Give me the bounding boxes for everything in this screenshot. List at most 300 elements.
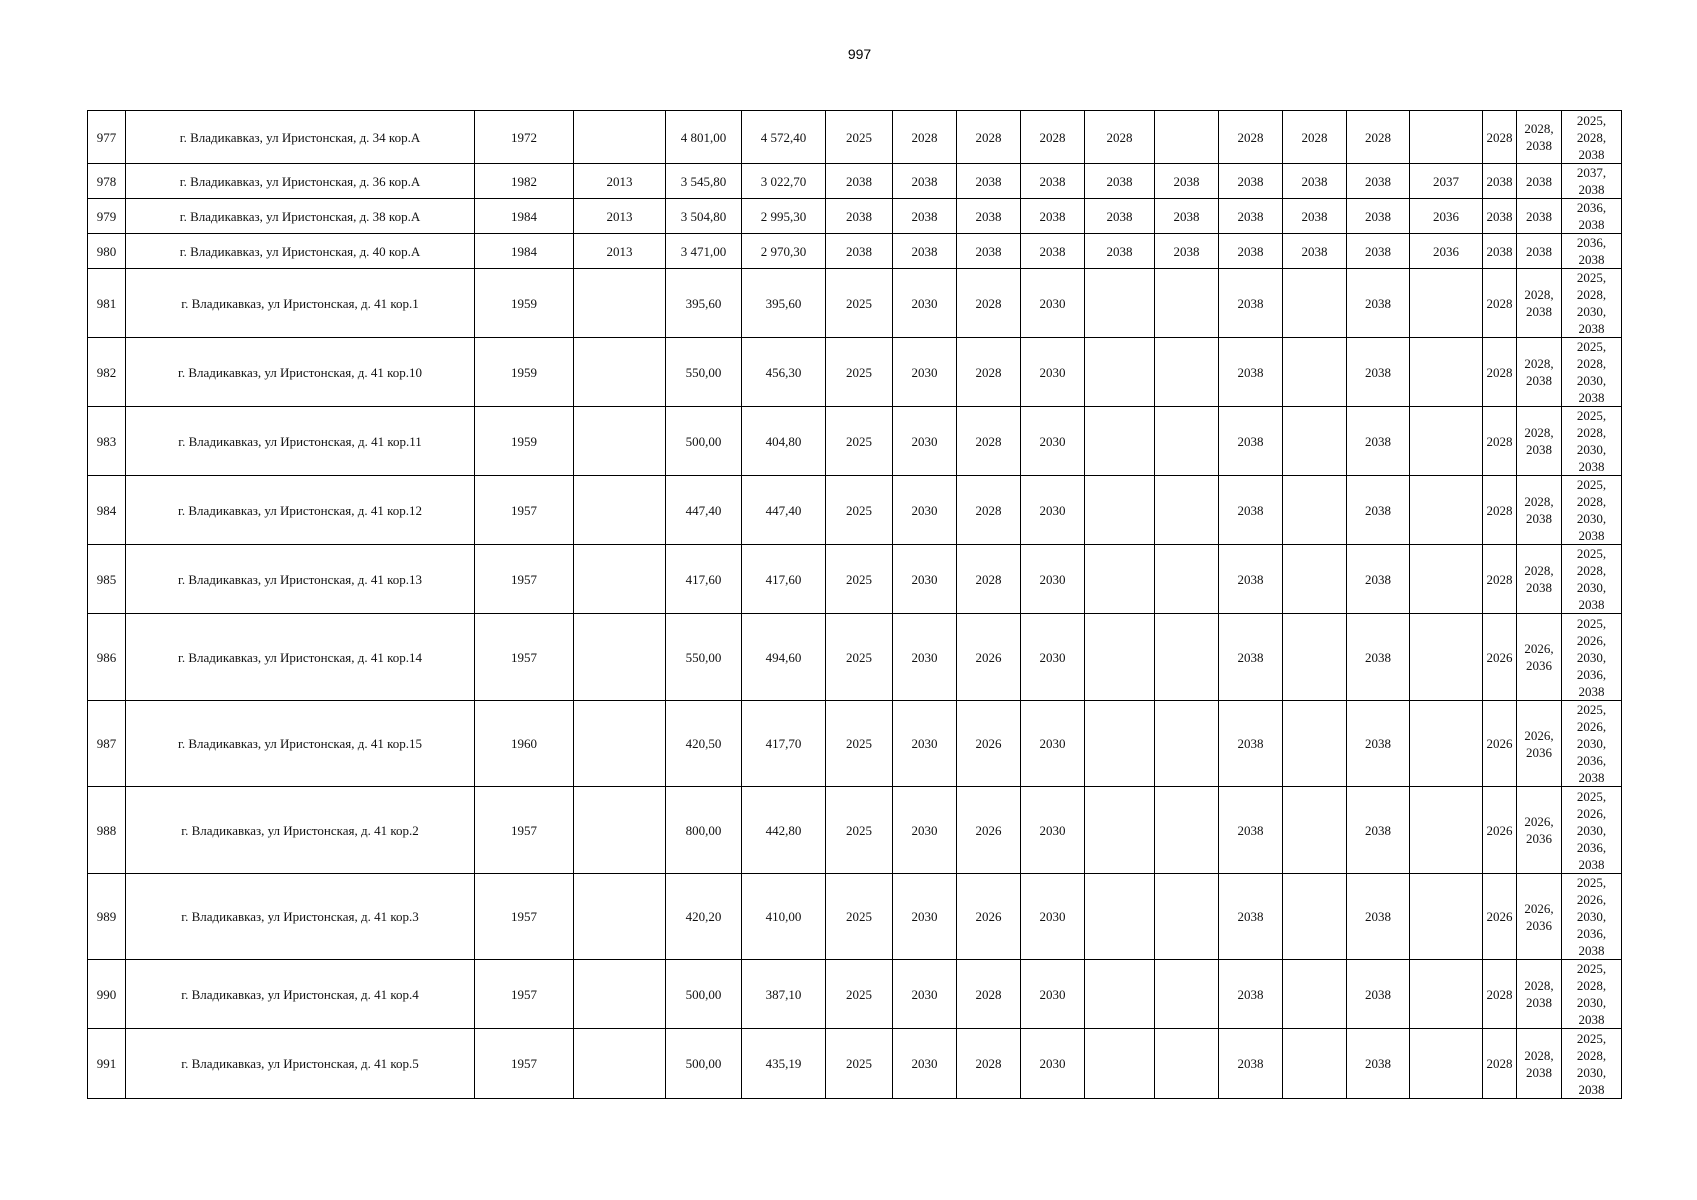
year-line: 2038 — [1526, 511, 1552, 526]
row-number: 989 — [88, 874, 126, 960]
year-line: 2028, — [1524, 356, 1554, 371]
address-cell: г. Владикавказ, ул Иристонская, д. 34 кор.А — [126, 111, 475, 164]
work-year-cell-2: 2030 — [893, 545, 957, 614]
work-year-cell-4: 2028 — [1021, 111, 1085, 164]
work-year-cell-10 — [1410, 701, 1483, 787]
work-year-cell-9: 2038 — [1347, 338, 1410, 407]
work-year-cell-11: 2028 — [1483, 1029, 1517, 1099]
year-line: 2038 — [1578, 459, 1605, 474]
year-line: 2025, — [1576, 1030, 1607, 1046]
work-year-cell-6 — [1155, 1029, 1219, 1099]
work-year-cell-5 — [1085, 545, 1155, 614]
area-living-cell: 410,00 — [742, 874, 826, 960]
work-years-cell-12 — [1517, 234, 1562, 269]
work-year-cell-6 — [1155, 874, 1219, 960]
area-total-cell: 420,20 — [666, 874, 742, 960]
work-year-cell-8 — [1283, 960, 1347, 1029]
year-line: 2038 — [1526, 173, 1552, 189]
work-years-cell-12 — [1517, 164, 1562, 199]
work-year-cell-1: 2025 — [826, 111, 893, 164]
table-row — [88, 787, 1622, 874]
year-repair-cell — [574, 407, 666, 476]
work-year-cell-6: 2038 — [1155, 164, 1219, 199]
year-repair-cell — [574, 701, 666, 787]
work-year-cell-8 — [1283, 269, 1347, 338]
work-year-cell-1: 2025 — [826, 338, 893, 407]
work-years-cell-12 — [1517, 874, 1562, 960]
work-year-cell-7: 2038 — [1219, 338, 1283, 407]
work-year-cell-10: 2037 — [1410, 164, 1483, 199]
work-year-cell-7: 2038 — [1219, 1029, 1283, 1099]
year-line: 2038 — [1578, 770, 1605, 785]
work-year-cell-3: 2038 — [957, 234, 1021, 269]
year-line: 2028, — [1524, 287, 1554, 302]
work-years-cell-13 — [1562, 1029, 1622, 1099]
work-year-cell-4: 2030 — [1021, 614, 1085, 701]
work-year-cell-6 — [1155, 269, 1219, 338]
year-built-cell: 1957 — [475, 960, 574, 1029]
work-year-cell-10: 2036 — [1410, 199, 1483, 234]
work-year-cell-2: 2030 — [893, 874, 957, 960]
work-year-cell-2: 2030 — [893, 960, 957, 1029]
year-repair-cell — [574, 545, 666, 614]
work-year-cell-3: 2028 — [957, 476, 1021, 545]
year-line: 2038 — [1526, 208, 1552, 224]
work-year-cell-8 — [1283, 476, 1347, 545]
year-line: 2038 — [1526, 580, 1552, 595]
year-line: 2038 — [1526, 1064, 1552, 1080]
work-year-cell-9: 2038 — [1347, 234, 1410, 269]
work-year-cell-1: 2038 — [826, 164, 893, 199]
year-repair-cell — [574, 787, 666, 874]
work-year-cell-11: 2026 — [1483, 614, 1517, 701]
work-year-cell-7: 2038 — [1219, 476, 1283, 545]
area-living-cell: 4 572,40 — [742, 111, 826, 164]
work-year-cell-3: 2026 — [957, 614, 1021, 701]
housing-repair-table — [87, 110, 1622, 1099]
year-line: 2030, — [1576, 1064, 1607, 1080]
year-repair-cell: 2013 — [574, 234, 666, 269]
area-living-cell: 2 995,30 — [742, 199, 826, 234]
year-line: 2038 — [1526, 442, 1552, 457]
address-cell: г. Владикавказ, ул Иристонская, д. 41 кор.2 — [126, 787, 475, 874]
address-cell: г. Владикавказ, ул Иристонская, д. 41 кор.13 — [126, 545, 475, 614]
work-year-cell-10 — [1410, 787, 1483, 874]
table-row — [88, 111, 1622, 164]
year-repair-cell — [574, 111, 666, 164]
year-line: 2025, — [1576, 546, 1607, 561]
work-year-cell-7: 2038 — [1219, 701, 1283, 787]
area-living-cell: 494,60 — [742, 614, 826, 701]
year-line: 2038 — [1578, 528, 1605, 543]
work-year-cell-7: 2038 — [1219, 234, 1283, 269]
work-year-cell-10 — [1410, 111, 1483, 164]
year-line: 2026, — [1524, 727, 1554, 743]
work-year-cell-6 — [1155, 787, 1219, 874]
work-year-cell-5 — [1085, 476, 1155, 545]
area-total-cell: 3 471,00 — [666, 234, 742, 269]
year-line: 2038 — [1578, 252, 1605, 267]
year-line: 2038 — [1578, 1081, 1605, 1097]
work-year-cell-5 — [1085, 1029, 1155, 1099]
work-year-cell-3: 2028 — [957, 407, 1021, 476]
work-year-cell-3: 2026 — [957, 787, 1021, 874]
work-years-cell-12 — [1517, 545, 1562, 614]
work-years-cell-13 — [1562, 787, 1622, 874]
year-line: 2038 — [1526, 995, 1552, 1010]
work-year-cell-4: 2030 — [1021, 545, 1085, 614]
area-living-cell: 395,60 — [742, 269, 826, 338]
work-year-cell-2: 2030 — [893, 269, 957, 338]
area-total-cell: 800,00 — [666, 787, 742, 874]
work-years-cell-13 — [1562, 234, 1622, 269]
area-total-cell: 500,00 — [666, 407, 742, 476]
year-repair-cell: 2013 — [574, 199, 666, 234]
work-year-cell-3: 2028 — [957, 1029, 1021, 1099]
year-line: 2038 — [1578, 182, 1605, 197]
work-year-cell-5 — [1085, 407, 1155, 476]
work-year-cell-5: 2028 — [1085, 111, 1155, 164]
work-year-cell-5 — [1085, 960, 1155, 1029]
year-line: 2038 — [1578, 943, 1605, 958]
work-year-cell-4: 2030 — [1021, 407, 1085, 476]
work-year-cell-7: 2038 — [1219, 545, 1283, 614]
work-year-cell-10 — [1410, 476, 1483, 545]
work-year-cell-5 — [1085, 614, 1155, 701]
row-number: 977 — [88, 111, 126, 164]
area-total-cell: 550,00 — [666, 338, 742, 407]
work-years-cell-13 — [1562, 164, 1622, 199]
work-year-cell-9: 2038 — [1347, 476, 1410, 545]
work-year-cell-2: 2030 — [893, 1029, 957, 1099]
work-year-cell-8: 2038 — [1283, 199, 1347, 234]
work-year-cell-2: 2028 — [893, 111, 957, 164]
year-line: 2026, — [1576, 892, 1607, 907]
work-year-cell-6 — [1155, 476, 1219, 545]
work-year-cell-5: 2038 — [1085, 199, 1155, 234]
year-line: 2026, — [1524, 814, 1554, 829]
work-years-cell-13 — [1562, 338, 1622, 407]
row-number: 978 — [88, 164, 126, 199]
year-repair-cell — [574, 874, 666, 960]
work-year-cell-9: 2038 — [1347, 874, 1410, 960]
year-line: 2030, — [1576, 736, 1607, 751]
year-line: 2038 — [1578, 683, 1605, 699]
work-year-cell-7: 2028 — [1219, 111, 1283, 164]
address-cell: г. Владикавказ, ул Иристонская, д. 36 кор.А — [126, 164, 475, 199]
year-line: 2028, — [1524, 978, 1554, 993]
work-year-cell-11: 2028 — [1483, 960, 1517, 1029]
work-years-cell-13 — [1562, 111, 1622, 164]
work-year-cell-9: 2038 — [1347, 545, 1410, 614]
year-line: 2026, — [1576, 632, 1607, 648]
year-line: 2028, — [1576, 1047, 1607, 1063]
work-year-cell-2: 2038 — [893, 199, 957, 234]
work-year-cell-8 — [1283, 407, 1347, 476]
work-years-cell-13 — [1562, 545, 1622, 614]
work-years-cell-12 — [1517, 787, 1562, 874]
area-living-cell: 435,19 — [742, 1029, 826, 1099]
work-year-cell-3: 2028 — [957, 545, 1021, 614]
year-line: 2025, — [1576, 408, 1607, 423]
year-line: 2026, — [1524, 641, 1554, 656]
year-line: 2030, — [1576, 580, 1607, 595]
table-row — [88, 164, 1622, 199]
year-line: 2030, — [1576, 442, 1607, 457]
work-year-cell-9: 2038 — [1347, 787, 1410, 874]
work-year-cell-10: 2036 — [1410, 234, 1483, 269]
work-year-cell-3: 2026 — [957, 874, 1021, 960]
year-line: 2028, — [1576, 287, 1607, 302]
work-years-cell-12 — [1517, 614, 1562, 701]
work-years-cell-12 — [1517, 407, 1562, 476]
area-total-cell: 4 801,00 — [666, 111, 742, 164]
work-year-cell-3: 2028 — [957, 338, 1021, 407]
work-year-cell-8 — [1283, 701, 1347, 787]
work-year-cell-2: 2030 — [893, 338, 957, 407]
address-cell: г. Владикавказ, ул Иристонская, д. 41 кор.1 — [126, 269, 475, 338]
area-total-cell: 500,00 — [666, 1029, 742, 1099]
work-year-cell-11: 2026 — [1483, 874, 1517, 960]
work-year-cell-2: 2030 — [893, 476, 957, 545]
work-year-cell-7: 2038 — [1219, 407, 1283, 476]
year-line: 2038 — [1526, 304, 1552, 319]
address-cell: г. Владикавказ, ул Иристонская, д. 38 кор.А — [126, 199, 475, 234]
year-line: 2025, — [1576, 875, 1607, 890]
row-number: 986 — [88, 614, 126, 701]
year-line: 2030, — [1576, 304, 1607, 319]
year-line: 2038 — [1526, 243, 1552, 259]
year-line: 2028, — [1576, 563, 1607, 578]
work-year-cell-3: 2038 — [957, 199, 1021, 234]
area-living-cell: 417,70 — [742, 701, 826, 787]
work-year-cell-7: 2038 — [1219, 164, 1283, 199]
year-line: 2025, — [1576, 339, 1607, 354]
work-years-cell-13 — [1562, 874, 1622, 960]
area-total-cell: 447,40 — [666, 476, 742, 545]
year-line: 2038 — [1578, 390, 1605, 405]
work-year-cell-7: 2038 — [1219, 269, 1283, 338]
table-body — [88, 111, 1622, 1099]
work-years-cell-13 — [1562, 476, 1622, 545]
year-line: 2036, — [1576, 839, 1607, 855]
year-line: 2025, — [1576, 615, 1607, 631]
area-total-cell: 550,00 — [666, 614, 742, 701]
year-line: 2025, — [1576, 961, 1607, 976]
row-number: 982 — [88, 338, 126, 407]
table-row — [88, 701, 1622, 787]
work-year-cell-9: 2028 — [1347, 111, 1410, 164]
year-line: 2036 — [1526, 744, 1552, 760]
address-cell: г. Владикавказ, ул Иристонская, д. 40 кор.А — [126, 234, 475, 269]
year-line: 2025, — [1576, 702, 1607, 717]
address-cell: г. Владикавказ, ул Иристонская, д. 41 кор.10 — [126, 338, 475, 407]
year-line: 2038 — [1578, 146, 1605, 162]
year-built-cell: 1959 — [475, 338, 574, 407]
work-year-cell-11: 2028 — [1483, 111, 1517, 164]
area-total-cell: 500,00 — [666, 960, 742, 1029]
year-built-cell: 1957 — [475, 1029, 574, 1099]
row-number: 991 — [88, 1029, 126, 1099]
work-year-cell-8 — [1283, 545, 1347, 614]
year-repair-cell — [574, 338, 666, 407]
work-year-cell-10 — [1410, 1029, 1483, 1099]
table-row — [88, 960, 1622, 1029]
work-year-cell-2: 2030 — [893, 614, 957, 701]
year-line: 2038 — [1526, 138, 1552, 153]
year-line: 2036, — [1576, 666, 1607, 682]
year-line: 2028, — [1524, 494, 1554, 509]
work-years-cell-12 — [1517, 960, 1562, 1029]
work-year-cell-4: 2030 — [1021, 338, 1085, 407]
work-year-cell-3: 2038 — [957, 164, 1021, 199]
year-line: 2028, — [1576, 356, 1607, 371]
work-year-cell-9: 2038 — [1347, 164, 1410, 199]
table-row — [88, 545, 1622, 614]
area-total-cell: 395,60 — [666, 269, 742, 338]
address-cell: г. Владикавказ, ул Иристонская, д. 41 кор.3 — [126, 874, 475, 960]
work-years-cell-13 — [1562, 269, 1622, 338]
work-years-cell-13 — [1562, 701, 1622, 787]
work-year-cell-2: 2038 — [893, 164, 957, 199]
work-year-cell-5 — [1085, 338, 1155, 407]
work-year-cell-4: 2030 — [1021, 787, 1085, 874]
work-year-cell-5: 2038 — [1085, 164, 1155, 199]
work-years-cell-12 — [1517, 476, 1562, 545]
year-line: 2038 — [1526, 373, 1552, 388]
work-year-cell-4: 2030 — [1021, 269, 1085, 338]
work-year-cell-5 — [1085, 701, 1155, 787]
work-year-cell-8 — [1283, 874, 1347, 960]
area-living-cell: 442,80 — [742, 787, 826, 874]
year-line: 2026, — [1576, 805, 1607, 821]
work-year-cell-9: 2038 — [1347, 614, 1410, 701]
work-years-cell-12 — [1517, 701, 1562, 787]
year-built-cell: 1984 — [475, 234, 574, 269]
year-built-cell: 1957 — [475, 614, 574, 701]
work-year-cell-4: 2030 — [1021, 1029, 1085, 1099]
year-line: 2030, — [1576, 995, 1607, 1010]
work-year-cell-11: 2028 — [1483, 476, 1517, 545]
work-year-cell-9: 2038 — [1347, 269, 1410, 338]
table-row — [88, 1029, 1622, 1099]
table-row — [88, 614, 1622, 701]
year-built-cell: 1957 — [475, 545, 574, 614]
work-year-cell-1: 2025 — [826, 545, 893, 614]
work-year-cell-9: 2038 — [1347, 1029, 1410, 1099]
year-line: 2036, — [1576, 200, 1607, 215]
work-years-cell-13 — [1562, 199, 1622, 234]
work-year-cell-10 — [1410, 269, 1483, 338]
work-year-cell-8 — [1283, 787, 1347, 874]
row-number: 988 — [88, 787, 126, 874]
work-year-cell-8: 2038 — [1283, 164, 1347, 199]
area-total-cell: 3 545,80 — [666, 164, 742, 199]
year-line: 2025, — [1576, 788, 1607, 804]
work-year-cell-3: 2028 — [957, 960, 1021, 1029]
work-year-cell-2: 2030 — [893, 701, 957, 787]
work-year-cell-3: 2028 — [957, 269, 1021, 338]
work-year-cell-8 — [1283, 338, 1347, 407]
work-year-cell-1: 2025 — [826, 787, 893, 874]
table-row — [88, 407, 1622, 476]
work-year-cell-4: 2038 — [1021, 199, 1085, 234]
year-line: 2030, — [1576, 649, 1607, 665]
year-line: 2028, — [1524, 563, 1554, 578]
year-line: 2038 — [1578, 217, 1605, 232]
address-cell: г. Владикавказ, ул Иристонская, д. 41 кор.14 — [126, 614, 475, 701]
address-cell: г. Владикавказ, ул Иристонская, д. 41 кор.12 — [126, 476, 475, 545]
year-line: 2028, — [1524, 1047, 1554, 1063]
work-year-cell-10 — [1410, 407, 1483, 476]
year-line: 2036, — [1576, 235, 1607, 250]
work-years-cell-13 — [1562, 960, 1622, 1029]
work-year-cell-1: 2025 — [826, 269, 893, 338]
year-built-cell: 1959 — [475, 407, 574, 476]
work-year-cell-7: 2038 — [1219, 874, 1283, 960]
year-repair-cell: 2013 — [574, 164, 666, 199]
work-year-cell-1: 2025 — [826, 476, 893, 545]
work-year-cell-10 — [1410, 545, 1483, 614]
year-line: 2030, — [1576, 822, 1607, 838]
row-number: 983 — [88, 407, 126, 476]
year-line: 2036 — [1526, 917, 1552, 933]
year-line: 2028, — [1576, 494, 1607, 509]
year-line: 2026, — [1576, 719, 1607, 734]
work-year-cell-9: 2038 — [1347, 407, 1410, 476]
work-year-cell-10 — [1410, 338, 1483, 407]
year-line: 2030, — [1576, 909, 1607, 924]
year-line: 2025, — [1576, 477, 1607, 492]
year-built-cell: 1960 — [475, 701, 574, 787]
work-year-cell-6 — [1155, 701, 1219, 787]
year-repair-cell — [574, 1029, 666, 1099]
year-line: 2028, — [1576, 978, 1607, 993]
year-repair-cell — [574, 614, 666, 701]
work-year-cell-4: 2030 — [1021, 476, 1085, 545]
table-row — [88, 874, 1622, 960]
year-repair-cell — [574, 960, 666, 1029]
work-year-cell-1: 2025 — [826, 1029, 893, 1099]
row-number: 981 — [88, 269, 126, 338]
work-year-cell-2: 2030 — [893, 787, 957, 874]
year-line: 2036 — [1526, 658, 1552, 673]
work-year-cell-9: 2038 — [1347, 199, 1410, 234]
work-year-cell-9: 2038 — [1347, 960, 1410, 1029]
year-line: 2028, — [1524, 121, 1554, 136]
year-repair-cell — [574, 269, 666, 338]
work-year-cell-2: 2030 — [893, 407, 957, 476]
work-year-cell-3: 2028 — [957, 111, 1021, 164]
table-row — [88, 269, 1622, 338]
year-built-cell: 1957 — [475, 874, 574, 960]
area-living-cell: 447,40 — [742, 476, 826, 545]
work-year-cell-5: 2038 — [1085, 234, 1155, 269]
work-year-cell-11: 2028 — [1483, 407, 1517, 476]
work-years-cell-12 — [1517, 1029, 1562, 1099]
work-year-cell-4: 2030 — [1021, 701, 1085, 787]
row-number: 979 — [88, 199, 126, 234]
area-living-cell: 417,60 — [742, 545, 826, 614]
year-line: 2037, — [1576, 165, 1607, 180]
year-built-cell: 1959 — [475, 269, 574, 338]
year-line: 2036, — [1576, 926, 1607, 941]
page-number: 997 — [847, 46, 872, 62]
year-repair-cell — [574, 476, 666, 545]
work-year-cell-9: 2038 — [1347, 701, 1410, 787]
work-years-cell-12 — [1517, 338, 1562, 407]
work-years-cell-13 — [1562, 614, 1622, 701]
